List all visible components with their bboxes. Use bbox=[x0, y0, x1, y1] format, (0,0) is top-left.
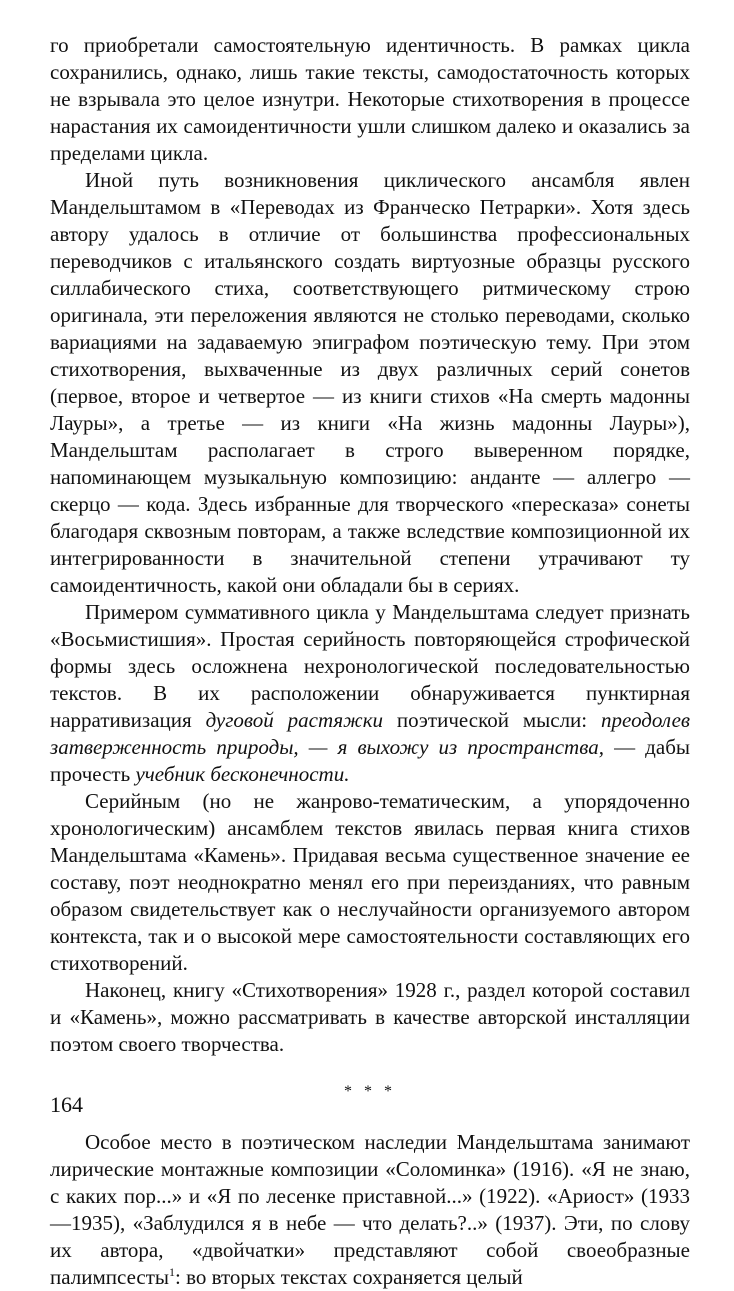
paragraph-text: Иной путь возникновения циклического ансамбля явлен Мандельштамом в «Переводах из Франческо Петрарки». Хотя здесь автору удалось в отличие от большинства профессиональных переводчиков с итальянского создать виртуозные образцы русского силлабического стиха, соответствующего ритмическому строю оригинала, эти переложения являются не столько переводами, сколько вариациями на задаваемую эпиграфом поэтическую тему. При этом стихотворения, выхваченные из двух различных серий сонетов (первое, второе и четвертое — из книги стихов «На смерть мадонны Лауры», а третье — из книги «На жизнь мадонны Лауры»), Мандельштам располагает в строго выверенном порядке, напоминающем музыкальную композицию: анданте — аллегро — скерцо — кода. Здесь избранные для творческого «пересказа» сонеты благодаря сквозным повторам, а также вследствие композиционной их интегрированности в значительной степени утрачивают ту самоидентичность, какой они обладали бы в сериях. bbox=[50, 168, 690, 597]
paragraph-text: поэтической мысли: bbox=[383, 708, 602, 732]
paragraph-vosmistishiya bbox=[50, 599, 690, 788]
paragraph-stikhotvoreniya bbox=[50, 977, 690, 1058]
page-number: 164 bbox=[50, 1092, 83, 1117]
paragraph-text: го приобретали самостоятельную идентичность. В рамках цикла сохранились, однако, лишь такие тексты, самодостаточность которых не взрывала это целое изнутри. Некоторые стихотворения в процессе нарастания их самоидентичности ушли слишком далеко и оказались за пределами цикла. bbox=[50, 33, 690, 165]
section-separator: * * * bbox=[344, 1083, 396, 1100]
paragraph-text: Примером суммативного цикла у Мандельштама следует признать «Восьмистишия». Простая серийность повторяющейся строфической формы здесь осложнена нехронологической последовательностью текстов. В их расположении обнаруживается пунктирная нарративизация bbox=[50, 600, 690, 732]
footnote-reference[interactable]: 1 bbox=[169, 1265, 176, 1279]
paragraph-text: — дабы прочесть bbox=[50, 735, 690, 786]
paragraph-text: Особое место в поэтическом наследии Мандельштама занимают лирические монтажные композиции «Соломинка» (1916). «Я не знаю, с каких пор...» и «Я по лесенке приставной...» (1922). «Ариост» (1933—1935), «Заблудился я в небе — что делать?..» (1937). Эти, по слову их автора, «двойчатки» представляют собой своеобразные палимпсесты bbox=[50, 1130, 690, 1289]
italic-quote: учебник бесконечности. bbox=[135, 762, 350, 786]
italic-phrase: дуговой растяжки bbox=[205, 708, 384, 732]
paragraph-text: Серийным (но не жанрово-тематическим, а упорядоченно хронологическим) ансамблем текстов явилась первая книга стихов Мандельштама «Камень». Придавая весьма существенное значение ее составу, поэт неоднократно менял его при переизданиях, что равным образом свидетельствует как о неслучайности организуемого автором контекста, так и о высокой мере самостоятельности составляющих его стихотворений. bbox=[50, 789, 690, 975]
italic-quote: преодолев затверженность природы, — я выхожу из пространства, bbox=[50, 708, 691, 759]
paragraph-text: : во вторых текстах сохраняется целый bbox=[175, 1265, 523, 1289]
page-body bbox=[50, 32, 690, 1291]
paragraph-petrarch bbox=[50, 167, 690, 599]
paragraph-continuation bbox=[50, 32, 690, 167]
paragraph-dvoychatki bbox=[50, 1129, 690, 1291]
paragraph-text: Наконец, книгу «Стихотворения» 1928 г., раздел которой составил и «Камень», можно рассматривать в качестве авторской инсталляции поэтом своего творчества. bbox=[50, 978, 690, 1056]
paragraph-kamen bbox=[50, 788, 690, 977]
